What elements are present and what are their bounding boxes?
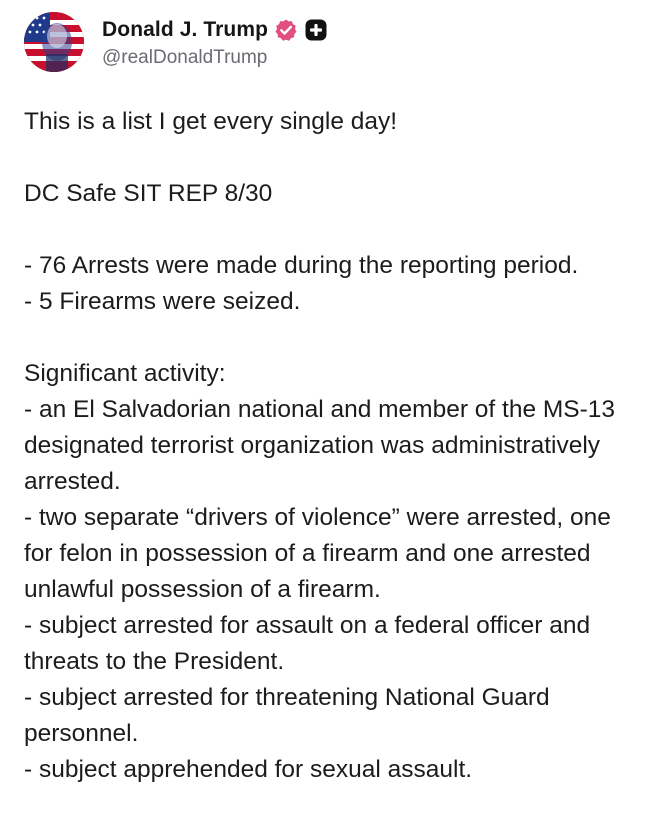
post-header [24, 10, 660, 74]
author-info [102, 15, 328, 69]
verified-badge-icon [274, 18, 298, 42]
post-line: DC Safe SIT REP 8/30 [24, 180, 273, 207]
avatar[interactable] [24, 12, 84, 72]
post-line: - 76 Arrests were made during the reporting period. [24, 252, 579, 279]
blank-line [24, 140, 636, 176]
display-name[interactable]: Donald J. Trump [102, 18, 269, 41]
plus-badge-icon [304, 18, 328, 42]
post-line: - two separate “drivers of violence” were arrested, one for felon in possession of a firearm and one arrested unlawful possession of a firearm. [24, 504, 611, 603]
post-line: This is a list I get every single day! [24, 108, 398, 135]
post-line: - an El Salvadorian national and member of the MS-13 designated terrorist organization was administratively arrested. [24, 396, 616, 495]
avatar-flag-portrait-icon [24, 12, 84, 72]
blank-line [24, 320, 636, 356]
post-line: - 5 Firearms were seized. [24, 288, 301, 315]
name-row [102, 15, 328, 45]
blank-line [24, 212, 636, 248]
user-handle[interactable]: @realDonaldTrump [102, 47, 268, 68]
post-body [24, 104, 636, 788]
post-line: - subject apprehended for sexual assault. [24, 756, 473, 783]
post-line: Significant activity: [24, 360, 226, 387]
post-line: - subject arrested for assault on a federal officer and threats to the President. [24, 612, 591, 675]
post-line: - subject arrested for threatening National Guard personnel. [24, 684, 550, 747]
